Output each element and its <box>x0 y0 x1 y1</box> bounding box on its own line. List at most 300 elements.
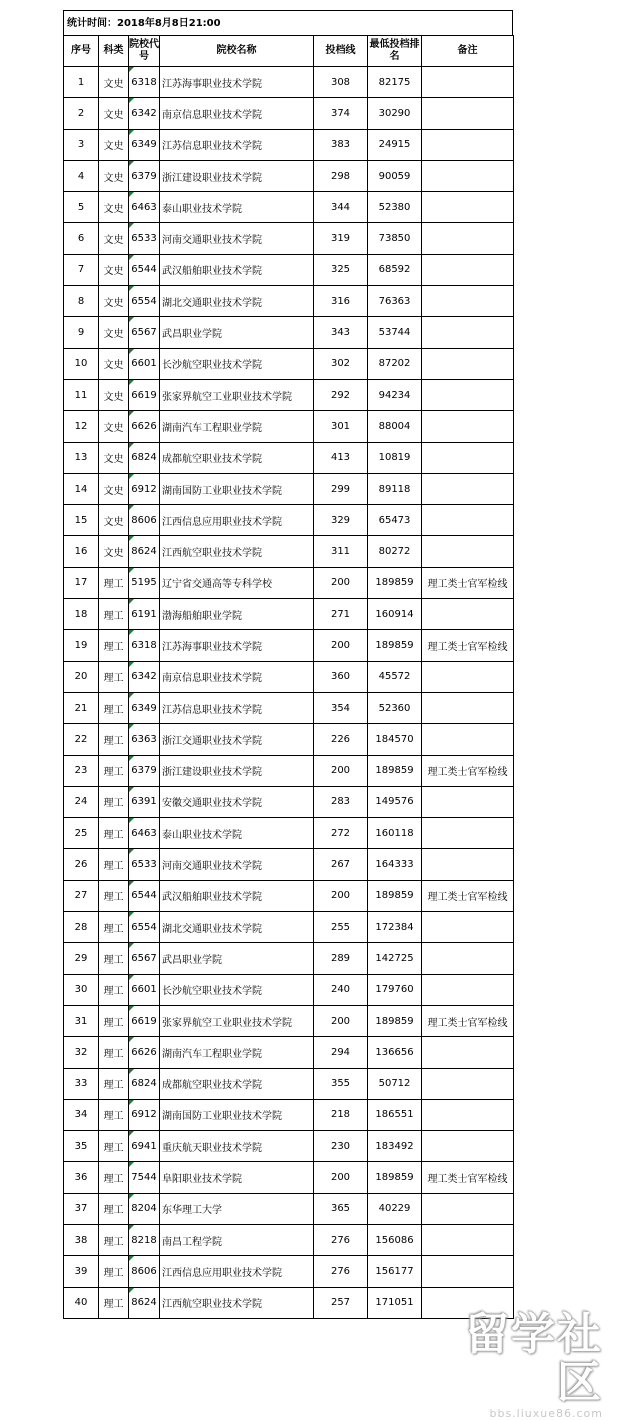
cell-score: 218 <box>314 1099 368 1130</box>
cell-code: 6619 <box>129 1005 160 1036</box>
cell-note <box>422 536 514 567</box>
cell-score: 383 <box>314 129 368 160</box>
cell-note <box>422 411 514 442</box>
cell-category: 文史 <box>99 317 129 348</box>
table-row <box>64 1131 514 1162</box>
table-row <box>64 348 514 379</box>
cell-score: 294 <box>314 1037 368 1068</box>
cell-rank: 80272 <box>368 536 422 567</box>
table-row <box>64 1256 514 1287</box>
cell-rank: 186551 <box>368 1099 422 1130</box>
cell-code: 6191 <box>129 599 160 630</box>
cell-score: 255 <box>314 912 368 943</box>
cell-code: 6912 <box>129 1099 160 1130</box>
cell-category: 文史 <box>99 348 129 379</box>
cell-category: 理工 <box>99 567 129 598</box>
cell-category: 理工 <box>99 1068 129 1099</box>
cell-code: 6463 <box>129 192 160 223</box>
cell-code: 6318 <box>129 630 160 661</box>
table-row <box>64 1162 514 1193</box>
cell-rank: 87202 <box>368 348 422 379</box>
cell-no: 12 <box>64 411 99 442</box>
cell-school: 重庆航天职业技术学院 <box>160 1131 314 1162</box>
cell-score: 365 <box>314 1193 368 1224</box>
cell-no: 35 <box>64 1131 99 1162</box>
table-row <box>64 1193 514 1224</box>
cell-note <box>422 129 514 160</box>
cell-note <box>422 317 514 348</box>
cell-rank: 73850 <box>368 223 422 254</box>
cell-code: 6544 <box>129 880 160 911</box>
cell-category: 理工 <box>99 1099 129 1130</box>
cell-no: 20 <box>64 661 99 692</box>
cell-code: 8624 <box>129 1287 160 1318</box>
cell-score: 200 <box>314 1162 368 1193</box>
table-row <box>64 567 514 598</box>
cell-category: 理工 <box>99 755 129 786</box>
cell-category: 文史 <box>99 473 129 504</box>
cell-code: 6619 <box>129 379 160 410</box>
cell-code: 6824 <box>129 442 160 473</box>
admission-sheet <box>63 10 513 1319</box>
cell-rank: 171051 <box>368 1287 422 1318</box>
cell-school: 阜阳职业技术学院 <box>160 1162 314 1193</box>
cell-rank: 179760 <box>368 974 422 1005</box>
cell-score: 230 <box>314 1131 368 1162</box>
cell-note <box>422 192 514 223</box>
cell-rank: 189859 <box>368 1162 422 1193</box>
cell-no: 30 <box>64 974 99 1005</box>
cell-no: 14 <box>64 473 99 504</box>
cell-category: 理工 <box>99 974 129 1005</box>
cell-note <box>422 223 514 254</box>
table-row <box>64 1037 514 1068</box>
cell-category: 理工 <box>99 849 129 880</box>
cell-note <box>422 348 514 379</box>
cell-category: 理工 <box>99 1224 129 1255</box>
stat-time: 统计时间：2018年8月8日21:00 <box>63 10 513 35</box>
cell-school: 泰山职业技术学院 <box>160 192 314 223</box>
table-row <box>64 536 514 567</box>
cell-category: 理工 <box>99 1131 129 1162</box>
table-row <box>64 129 514 160</box>
cell-rank: 136656 <box>368 1037 422 1068</box>
cell-code: 6318 <box>129 67 160 98</box>
cell-no: 6 <box>64 223 99 254</box>
cell-category: 理工 <box>99 1005 129 1036</box>
cell-category: 文史 <box>99 192 129 223</box>
cell-code: 8606 <box>129 505 160 536</box>
cell-no: 32 <box>64 1037 99 1068</box>
cell-score: 311 <box>314 536 368 567</box>
cell-category: 文史 <box>99 129 129 160</box>
cell-note <box>422 912 514 943</box>
table-row <box>64 1099 514 1130</box>
cell-code: 6463 <box>129 818 160 849</box>
cell-code: 6567 <box>129 943 160 974</box>
cell-school: 浙江建设职业技术学院 <box>160 160 314 191</box>
cell-note <box>422 286 514 317</box>
cell-no: 36 <box>64 1162 99 1193</box>
header-no: 序号 <box>64 36 99 67</box>
cell-rank: 45572 <box>368 661 422 692</box>
cell-category: 理工 <box>99 692 129 723</box>
table-row <box>64 912 514 943</box>
cell-code: 6824 <box>129 1068 160 1099</box>
table-row <box>64 192 514 223</box>
table-row <box>64 724 514 755</box>
header-school: 院校名称 <box>160 36 314 67</box>
cell-code: 6626 <box>129 1037 160 1068</box>
cell-score: 325 <box>314 254 368 285</box>
cell-school: 长沙航空职业技术学院 <box>160 348 314 379</box>
cell-code: 5195 <box>129 567 160 598</box>
header-note: 备注 <box>422 36 514 67</box>
cell-code: 6601 <box>129 974 160 1005</box>
cell-no: 37 <box>64 1193 99 1224</box>
cell-rank: 142725 <box>368 943 422 974</box>
cell-category: 理工 <box>99 661 129 692</box>
cell-school: 武昌职业学院 <box>160 943 314 974</box>
table-row <box>64 505 514 536</box>
table-row <box>64 317 514 348</box>
cell-no: 28 <box>64 912 99 943</box>
cell-category: 文史 <box>99 67 129 98</box>
cell-no: 15 <box>64 505 99 536</box>
table-row <box>64 755 514 786</box>
table-row <box>64 818 514 849</box>
cell-no: 31 <box>64 1005 99 1036</box>
cell-note <box>422 1037 514 1068</box>
cell-rank: 189859 <box>368 1005 422 1036</box>
cell-school: 浙江交通职业技术学院 <box>160 724 314 755</box>
cell-rank: 183492 <box>368 1131 422 1162</box>
cell-score: 292 <box>314 379 368 410</box>
cell-note: 理工类士官军检线 <box>422 880 514 911</box>
table-row <box>64 661 514 692</box>
cell-note <box>422 599 514 630</box>
cell-note <box>422 254 514 285</box>
cell-no: 16 <box>64 536 99 567</box>
table-row <box>64 473 514 504</box>
cell-note: 理工类士官军检线 <box>422 1162 514 1193</box>
cell-rank: 156086 <box>368 1224 422 1255</box>
cell-school: 张家界航空工业职业技术学院 <box>160 379 314 410</box>
cell-category: 理工 <box>99 1287 129 1318</box>
cell-no: 9 <box>64 317 99 348</box>
cell-no: 34 <box>64 1099 99 1130</box>
cell-rank: 30290 <box>368 98 422 129</box>
watermark-url: bbs.liuxue86.com <box>489 1407 603 1420</box>
cell-note <box>422 1068 514 1099</box>
table-row <box>64 67 514 98</box>
table-row <box>64 411 514 442</box>
cell-no: 25 <box>64 818 99 849</box>
cell-school: 江苏信息职业技术学院 <box>160 692 314 723</box>
table-row <box>64 692 514 723</box>
cell-category: 理工 <box>99 943 129 974</box>
cell-note <box>422 1256 514 1287</box>
cell-score: 374 <box>314 98 368 129</box>
cell-code: 6349 <box>129 692 160 723</box>
cell-category: 文史 <box>99 442 129 473</box>
cell-score: 257 <box>314 1287 368 1318</box>
cell-score: 283 <box>314 786 368 817</box>
cell-school: 南京信息职业技术学院 <box>160 661 314 692</box>
cell-category: 理工 <box>99 880 129 911</box>
cell-code: 6363 <box>129 724 160 755</box>
cell-note <box>422 974 514 1005</box>
cell-score: 299 <box>314 473 368 504</box>
cell-no: 5 <box>64 192 99 223</box>
table-row <box>64 223 514 254</box>
cell-note <box>422 473 514 504</box>
cell-category: 文史 <box>99 286 129 317</box>
cell-school: 长沙航空职业技术学院 <box>160 974 314 1005</box>
cell-code: 6544 <box>129 254 160 285</box>
cell-code: 6941 <box>129 1131 160 1162</box>
cell-code: 6349 <box>129 129 160 160</box>
cell-category: 文史 <box>99 411 129 442</box>
cell-rank: 50712 <box>368 1068 422 1099</box>
table-row <box>64 1005 514 1036</box>
cell-school: 南京信息职业技术学院 <box>160 98 314 129</box>
cell-no: 2 <box>64 98 99 129</box>
cell-score: 276 <box>314 1224 368 1255</box>
cell-code: 6912 <box>129 473 160 504</box>
cell-note <box>422 661 514 692</box>
cell-school: 安徽交通职业技术学院 <box>160 786 314 817</box>
cell-school: 张家界航空工业职业技术学院 <box>160 1005 314 1036</box>
cell-note <box>422 1224 514 1255</box>
cell-note <box>422 943 514 974</box>
cell-score: 200 <box>314 1005 368 1036</box>
cell-score: 413 <box>314 442 368 473</box>
cell-note <box>422 98 514 129</box>
cell-rank: 94234 <box>368 379 422 410</box>
cell-school: 江苏海事职业技术学院 <box>160 630 314 661</box>
cell-note: 理工类士官军检线 <box>422 630 514 661</box>
cell-score: 301 <box>314 411 368 442</box>
cell-school: 湖南国防工业职业技术学院 <box>160 473 314 504</box>
cell-no: 11 <box>64 379 99 410</box>
cell-category: 理工 <box>99 912 129 943</box>
cell-code: 6342 <box>129 98 160 129</box>
table-row <box>64 442 514 473</box>
cell-score: 276 <box>314 1256 368 1287</box>
header-category: 科类 <box>99 36 129 67</box>
cell-school: 武汉船舶职业技术学院 <box>160 254 314 285</box>
cell-score: 302 <box>314 348 368 379</box>
table-row <box>64 880 514 911</box>
cell-score: 329 <box>314 505 368 536</box>
table-row <box>64 98 514 129</box>
table-row <box>64 849 514 880</box>
cell-code: 6391 <box>129 786 160 817</box>
cell-no: 33 <box>64 1068 99 1099</box>
cell-note <box>422 379 514 410</box>
cell-category: 理工 <box>99 1162 129 1193</box>
cell-rank: 164333 <box>368 849 422 880</box>
cell-code: 6379 <box>129 160 160 191</box>
cell-category: 文史 <box>99 505 129 536</box>
cell-school: 浙江建设职业技术学院 <box>160 755 314 786</box>
cell-no: 29 <box>64 943 99 974</box>
table-row <box>64 286 514 317</box>
cell-score: 271 <box>314 599 368 630</box>
admission-table <box>63 35 514 1319</box>
cell-school: 河南交通职业技术学院 <box>160 849 314 880</box>
cell-school: 江苏信息职业技术学院 <box>160 129 314 160</box>
table-row <box>64 254 514 285</box>
cell-school: 江西航空职业技术学院 <box>160 1287 314 1318</box>
cell-note <box>422 505 514 536</box>
cell-score: 289 <box>314 943 368 974</box>
cell-code: 8624 <box>129 536 160 567</box>
table-header-row <box>64 36 514 67</box>
cell-code: 6533 <box>129 849 160 880</box>
cell-no: 10 <box>64 348 99 379</box>
cell-no: 8 <box>64 286 99 317</box>
table-row <box>64 1224 514 1255</box>
cell-rank: 76363 <box>368 286 422 317</box>
cell-rank: 52360 <box>368 692 422 723</box>
header-score: 投档线 <box>314 36 368 67</box>
cell-school: 东华理工大学 <box>160 1193 314 1224</box>
table-row <box>64 786 514 817</box>
cell-score: 355 <box>314 1068 368 1099</box>
cell-rank: 189859 <box>368 880 422 911</box>
cell-no: 1 <box>64 67 99 98</box>
cell-rank: 160914 <box>368 599 422 630</box>
cell-rank: 172384 <box>368 912 422 943</box>
cell-category: 理工 <box>99 818 129 849</box>
cell-score: 200 <box>314 567 368 598</box>
cell-note: 理工类士官军检线 <box>422 567 514 598</box>
table-row <box>64 160 514 191</box>
cell-score: 200 <box>314 880 368 911</box>
table-row <box>64 630 514 661</box>
header-rank: 最低投档排名 <box>368 36 422 67</box>
cell-note <box>422 160 514 191</box>
cell-category: 理工 <box>99 724 129 755</box>
cell-rank: 10819 <box>368 442 422 473</box>
cell-rank: 24915 <box>368 129 422 160</box>
table-row <box>64 974 514 1005</box>
table-row <box>64 599 514 630</box>
cell-rank: 189859 <box>368 567 422 598</box>
cell-score: 316 <box>314 286 368 317</box>
cell-no: 7 <box>64 254 99 285</box>
cell-note <box>422 67 514 98</box>
table-body <box>64 67 514 1319</box>
cell-school: 江苏海事职业技术学院 <box>160 67 314 98</box>
cell-no: 22 <box>64 724 99 755</box>
cell-rank: 82175 <box>368 67 422 98</box>
cell-note <box>422 1099 514 1130</box>
cell-score: 298 <box>314 160 368 191</box>
cell-code: 7544 <box>129 1162 160 1193</box>
cell-category: 文史 <box>99 254 129 285</box>
watermark <box>423 1309 603 1420</box>
cell-school: 成都航空职业技术学院 <box>160 442 314 473</box>
cell-rank: 184570 <box>368 724 422 755</box>
table-row <box>64 943 514 974</box>
table-row <box>64 379 514 410</box>
cell-category: 文史 <box>99 223 129 254</box>
cell-rank: 149576 <box>368 786 422 817</box>
cell-score: 319 <box>314 223 368 254</box>
cell-school: 湖南汽车工程职业学院 <box>160 1037 314 1068</box>
cell-score: 240 <box>314 974 368 1005</box>
cell-note <box>422 692 514 723</box>
cell-code: 8218 <box>129 1224 160 1255</box>
cell-no: 21 <box>64 692 99 723</box>
cell-school: 泰山职业技术学院 <box>160 818 314 849</box>
cell-rank: 53744 <box>368 317 422 348</box>
cell-school: 成都航空职业技术学院 <box>160 1068 314 1099</box>
cell-no: 26 <box>64 849 99 880</box>
cell-rank: 52380 <box>368 192 422 223</box>
cell-rank: 89118 <box>368 473 422 504</box>
cell-rank: 189859 <box>368 630 422 661</box>
cell-score: 272 <box>314 818 368 849</box>
cell-category: 文史 <box>99 379 129 410</box>
cell-rank: 65473 <box>368 505 422 536</box>
cell-code: 6554 <box>129 912 160 943</box>
cell-code: 8606 <box>129 1256 160 1287</box>
cell-note: 理工类士官军检线 <box>422 1005 514 1036</box>
cell-category: 理工 <box>99 599 129 630</box>
cell-no: 24 <box>64 786 99 817</box>
cell-school: 辽宁省交通高等专科学校 <box>160 567 314 598</box>
cell-school: 武昌职业学院 <box>160 317 314 348</box>
cell-no: 27 <box>64 880 99 911</box>
cell-category: 理工 <box>99 1193 129 1224</box>
cell-note <box>422 786 514 817</box>
cell-school: 湖南汽车工程职业学院 <box>160 411 314 442</box>
cell-school: 江西信息应用职业技术学院 <box>160 1256 314 1287</box>
header-code: 院校代号 <box>129 36 160 67</box>
cell-note <box>422 1131 514 1162</box>
cell-school: 江西信息应用职业技术学院 <box>160 505 314 536</box>
cell-code: 6601 <box>129 348 160 379</box>
watermark-logo: 留学社区 <box>465 1309 603 1408</box>
cell-category: 理工 <box>99 1037 129 1068</box>
cell-school: 南昌工程学院 <box>160 1224 314 1255</box>
cell-category: 文史 <box>99 98 129 129</box>
cell-score: 344 <box>314 192 368 223</box>
cell-rank: 88004 <box>368 411 422 442</box>
cell-code: 6626 <box>129 411 160 442</box>
cell-note <box>422 1193 514 1224</box>
cell-category: 文史 <box>99 536 129 567</box>
cell-no: 40 <box>64 1287 99 1318</box>
cell-school: 河南交通职业技术学院 <box>160 223 314 254</box>
cell-note <box>422 442 514 473</box>
cell-note: 理工类士官军检线 <box>422 755 514 786</box>
cell-code: 6554 <box>129 286 160 317</box>
cell-rank: 90059 <box>368 160 422 191</box>
cell-no: 18 <box>64 599 99 630</box>
cell-note <box>422 724 514 755</box>
cell-code: 6533 <box>129 223 160 254</box>
cell-rank: 189859 <box>368 755 422 786</box>
cell-score: 200 <box>314 755 368 786</box>
cell-category: 理工 <box>99 1256 129 1287</box>
cell-score: 200 <box>314 630 368 661</box>
cell-score: 354 <box>314 692 368 723</box>
